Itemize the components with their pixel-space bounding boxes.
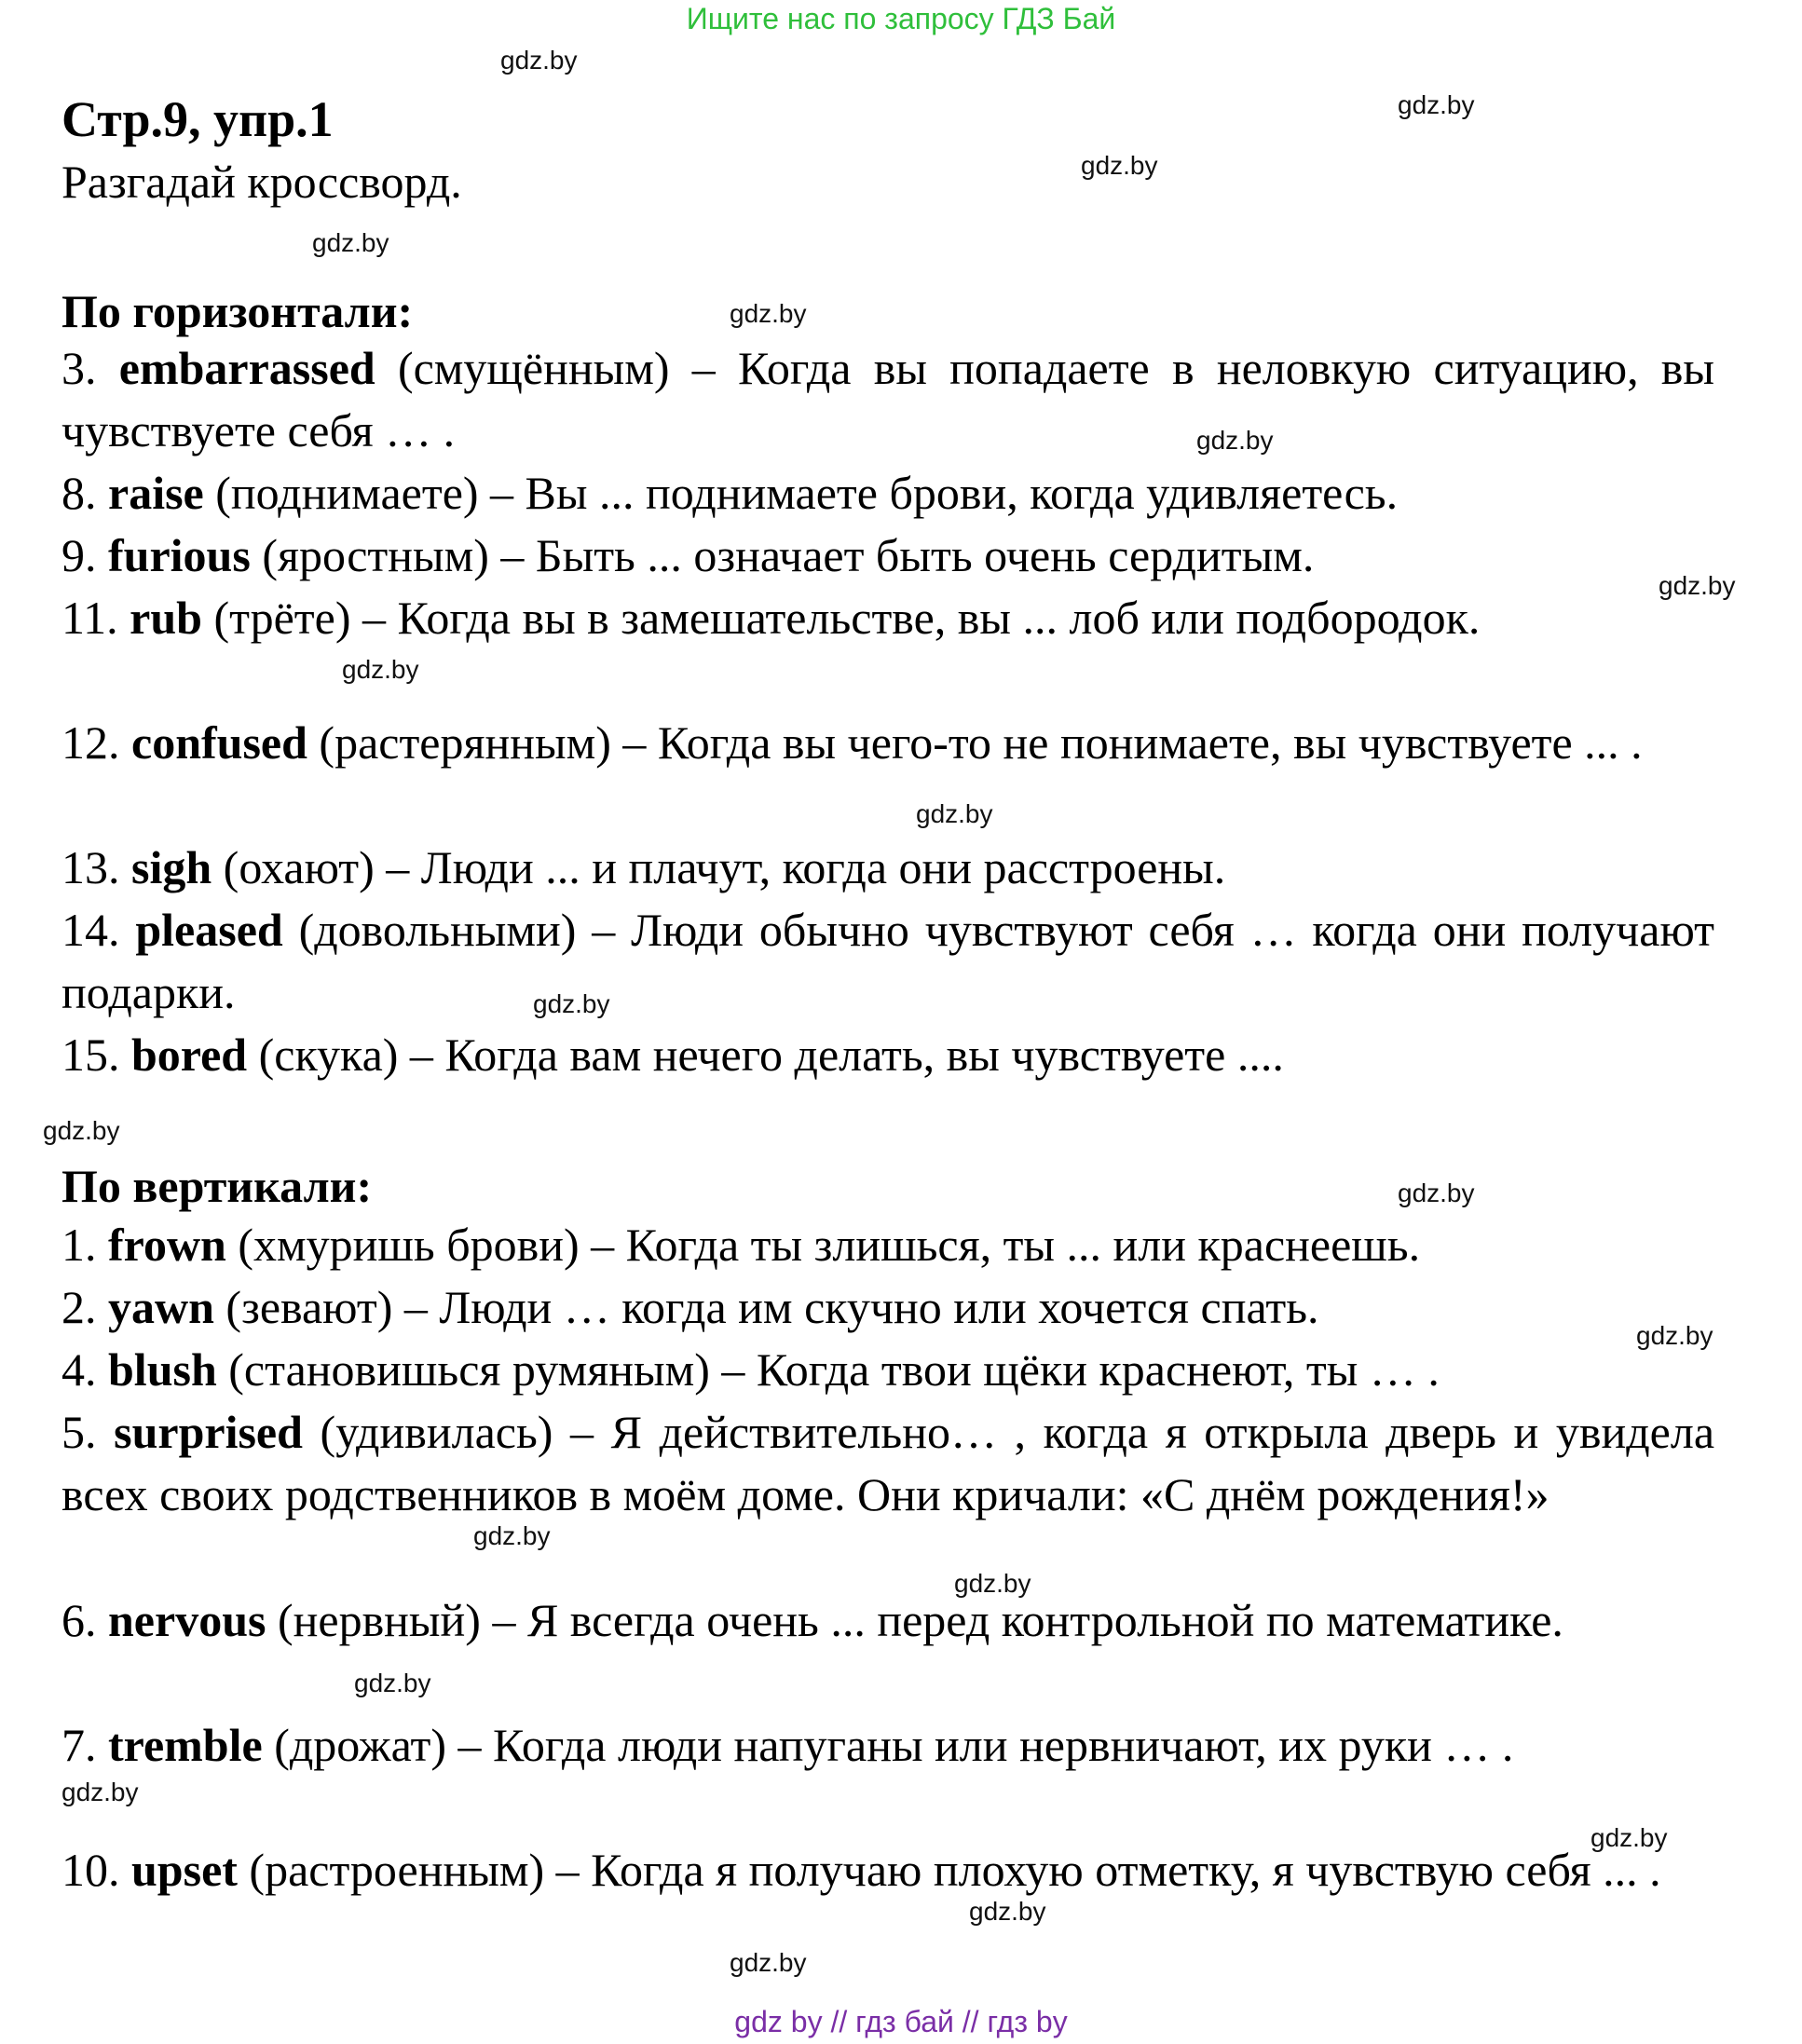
clue-number: 10. — [61, 1844, 120, 1896]
watermark: gdz.by — [1659, 571, 1736, 600]
across-heading: По горизонтали: — [61, 285, 414, 337]
watermark: gdz.by — [354, 1669, 431, 1697]
clue-answer: confused — [131, 716, 307, 769]
clue-number: 1. — [61, 1219, 97, 1271]
clue-down-2 — [61, 1276, 1714, 1339]
clue-down-5 — [61, 1401, 1714, 1526]
clue-down-7 — [61, 1714, 1714, 1777]
clue-number: 8. — [61, 467, 97, 519]
clue-text: (зевают) – Люди … когда им скучно или хочется спать. — [213, 1281, 1319, 1333]
watermark: gdz.by — [312, 228, 389, 257]
clue-across-9 — [61, 525, 1714, 587]
clue-text: (скука) – Когда вам нечего делать, вы чувствуете .... — [247, 1029, 1284, 1081]
clue-answer: raise — [108, 467, 204, 519]
clue-text: (довольными) – Люди обычно чувствуют себя … когда они получают подарки. — [61, 904, 1714, 1018]
clue-number: 3. — [61, 342, 97, 394]
watermark: gdz.by — [1398, 1179, 1475, 1207]
watermark: gdz.by — [969, 1897, 1046, 1926]
watermark: gdz.by — [1196, 426, 1274, 455]
clue-across-13 — [61, 837, 1714, 899]
clue-number: 6. — [61, 1594, 97, 1646]
watermark: gdz.by — [61, 1778, 139, 1806]
clue-answer: furious — [108, 529, 251, 581]
clue-text: (нервный) – Я всегда очень ... перед контрольной по математике. — [266, 1594, 1563, 1646]
clue-answer: pleased — [135, 904, 283, 956]
watermark: gdz.by — [1398, 90, 1475, 119]
clue-text: (растерянным) – Когда вы чего-то не понимаете, вы чувствуете ... . — [307, 716, 1643, 769]
clue-number: 15. — [61, 1029, 120, 1081]
clue-down-1 — [61, 1214, 1714, 1276]
clue-down-4 — [61, 1339, 1714, 1401]
clue-number: 5. — [61, 1406, 97, 1458]
exercise-title: Стр.9, упр.1 — [61, 91, 334, 147]
watermark: gdz.by — [1636, 1321, 1713, 1350]
clue-text: (смущённым) – Когда вы попадаете в неловкую ситуацию, вы чувствуете себя … . — [61, 342, 1715, 456]
clue-number: 9. — [61, 529, 97, 581]
watermark: gdz.by — [533, 989, 610, 1018]
watermark: gdz.by — [342, 655, 419, 684]
clue-down-6 — [61, 1589, 1714, 1652]
footer-links[interactable]: gdz by // гдз бай // гдз by — [734, 2005, 1068, 2038]
clue-across-14 — [61, 899, 1714, 1024]
watermark: gdz.by — [473, 1521, 551, 1550]
top-banner-link[interactable]: Ищите нас по запросу ГДЗ Бай — [686, 2, 1116, 35]
clue-answer: surprised — [114, 1406, 303, 1458]
clue-answer: embarrassed — [118, 342, 375, 394]
clue-answer: upset — [131, 1844, 238, 1896]
watermark: gdz.by — [954, 1569, 1031, 1598]
clue-text: (поднимаете) – Вы ... поднимаете брови, когда удивляетесь. — [203, 467, 1399, 519]
clue-answer: bored — [131, 1029, 248, 1081]
clue-text: (становишься румяным) – Когда твои щёки краснеют, ты … . — [216, 1343, 1440, 1396]
clue-answer: rub — [130, 592, 202, 644]
watermark: gdz.by — [916, 799, 993, 828]
clue-text: (удивилась) – Я действительно… , когда я открыла дверь и увидела всех своих родственников в моём доме. Они кричали: «С днём рождения!» — [61, 1406, 1715, 1520]
clue-answer: yawn — [108, 1281, 214, 1333]
clue-across-11 — [61, 587, 1714, 649]
watermark: gdz.by — [1081, 151, 1158, 180]
clue-text: (охают) – Люди ... и плачут, когда они расстроены. — [212, 841, 1226, 893]
watermark: gdz.by — [730, 299, 807, 328]
watermark: gdz.by — [43, 1116, 120, 1145]
clue-answer: frown — [108, 1219, 226, 1271]
clue-answer: tremble — [108, 1719, 263, 1771]
watermark: gdz.by — [730, 1948, 807, 1977]
clue-text: (яростным) – Быть ... означает быть очень сердитым. — [250, 529, 1315, 581]
clue-number: 13. — [61, 841, 120, 893]
clue-text: (трёте) – Когда вы в замешательстве, вы ... лоб или подбородок. — [201, 592, 1481, 644]
watermark: gdz.by — [500, 46, 578, 75]
watermark: gdz.by — [1590, 1823, 1668, 1852]
clue-number: 4. — [61, 1343, 97, 1396]
clue-answer: sigh — [131, 841, 212, 893]
clue-text: (хмуришь брови) – Когда ты злишься, ты ... или краснеешь. — [225, 1219, 1421, 1271]
clue-number: 14. — [61, 904, 120, 956]
clue-number: 2. — [61, 1281, 97, 1333]
clue-across-12 — [61, 712, 1714, 774]
clue-across-15 — [61, 1024, 1714, 1086]
exercise-instruction: Разгадай кроссворд. — [61, 156, 462, 208]
clue-answer: nervous — [108, 1594, 266, 1646]
clue-number: 11. — [61, 592, 118, 644]
clue-answer: blush — [108, 1343, 217, 1396]
clue-number: 7. — [61, 1719, 97, 1771]
clue-number: 12. — [61, 716, 120, 769]
clue-across-8 — [61, 462, 1714, 525]
clue-across-3 — [61, 337, 1714, 462]
clue-text: (растроенным) – Когда я получаю плохую отметку, я чувствую себя ... . — [237, 1844, 1661, 1896]
down-heading: По вертикали: — [61, 1160, 373, 1212]
clue-text: (дрожат) – Когда люди напуганы или нервничают, их руки … . — [262, 1719, 1514, 1771]
clue-down-10 — [61, 1839, 1714, 1901]
